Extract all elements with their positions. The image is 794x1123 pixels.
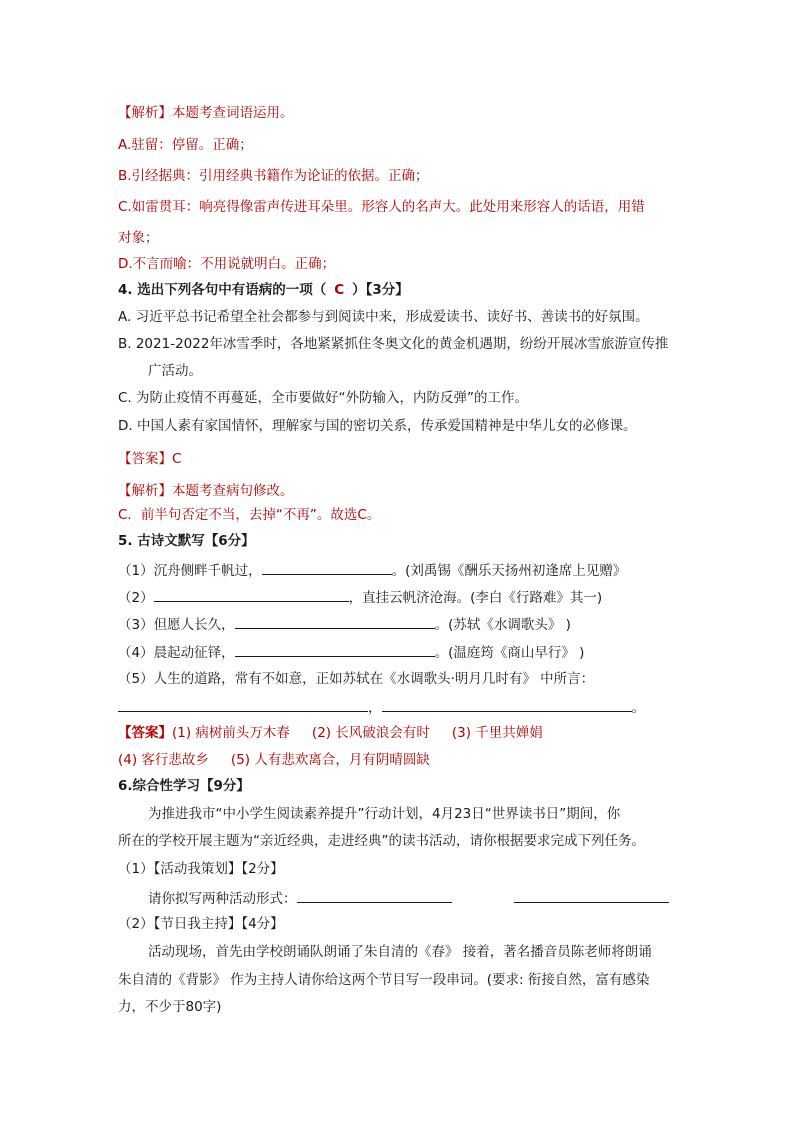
q3-analysis-c-line2: 对象； bbox=[118, 230, 159, 246]
q5-blank-5a[interactable] bbox=[118, 697, 368, 712]
q6-task2-title: （2）【节日我主持】【4分】 bbox=[118, 916, 284, 932]
q6-blank-form-2[interactable] bbox=[514, 888, 669, 903]
q5-title: 5. 古诗文默写【6分】 bbox=[118, 533, 255, 549]
q5-line4-post: 。(温庭筠《商山早行》 ) bbox=[434, 645, 585, 661]
q6-para2-line3: 力，不少于80字) bbox=[118, 999, 222, 1015]
q5-answer-1: (1) 病树前头万木春 bbox=[172, 725, 290, 741]
q5-line3 bbox=[118, 614, 571, 634]
q5-line1-pre: （1）沉舟侧畔千帆过， bbox=[118, 563, 262, 579]
q6-para1-line2: 所在的学校开展主题为“亲近经典，走进经典”的读书活动，请你根据要求完成下列任务。 bbox=[118, 833, 645, 849]
q4-stem-pre: 4. 选出下列各句中有语病的一项（ bbox=[118, 282, 327, 298]
q5-line4 bbox=[118, 642, 584, 662]
q3-analysis-a: A.驻留：停留。正确； bbox=[118, 137, 253, 153]
q4-option-c: C. 为防止疫情不再蔓延，全市要做好“外防输入，内防反弹”的工作。 bbox=[118, 390, 528, 406]
q6-task1-title: （1）【活动我策划】【2分】 bbox=[118, 861, 284, 877]
q5-answer-3: (3) 千里共婵娟 bbox=[451, 725, 543, 741]
q5-blank-4[interactable] bbox=[235, 642, 435, 657]
q4-answer: 【答案】C bbox=[118, 451, 182, 467]
q3-analysis-d: D.不言而喻：不用说就明白。正确； bbox=[118, 256, 336, 272]
q6-title: 6.综合性学习【9分】 bbox=[118, 778, 250, 794]
q5-line4-pre: （4）晨起动征铎， bbox=[118, 645, 235, 661]
q4-option-b-line2: 广活动。 bbox=[148, 363, 202, 379]
q5-answer-4: (4) 客行悲故乡 bbox=[118, 752, 209, 768]
q5-line3-pre: （3）但愿人长久， bbox=[118, 617, 235, 633]
q5-line2-post: ，直挂云帆济沧海。(李白《行路难》其一) bbox=[348, 590, 603, 606]
q5-line6-mid: ， bbox=[368, 700, 382, 716]
q4-option-b-line1: B. 2021-2022年冰雪季时，各地紧紧抓住冬奥文化的黄金机遇期，纷纷开展冰雪旅游宣传推 bbox=[118, 336, 669, 352]
q6-para1-line1: 为推进我市“中小学生阅读素养提升”行动计划，4月23日“世界读书日”期间，你 bbox=[148, 806, 621, 822]
q5-blank-3[interactable] bbox=[235, 614, 435, 629]
q5-answer-line2 bbox=[118, 751, 430, 769]
q6-para2-line2: 朱自清的《背影》 作为主持人请你给这两个节目写一段串词。(要求: 衔接自然，富有感染 bbox=[118, 972, 650, 988]
q5-line2 bbox=[118, 587, 602, 607]
q6-task1-prompt: 请你拟写两种活动形式： bbox=[148, 891, 297, 907]
q3-analysis-intro: 【解析】本题考查词语运用。 bbox=[118, 105, 294, 121]
q5-line5: （5）人生的道路，常有不如意，正如苏轼在《水调歌头·明月几时有》 中所言： bbox=[118, 671, 595, 687]
q3-analysis-c-line1: C.如雷贯耳：响亮得像雷声传进耳朵里。形容人的名声大。此处用来形容人的话语，用错 bbox=[118, 199, 645, 215]
q5-blank-5b[interactable] bbox=[382, 697, 632, 712]
q6-blank-form-1[interactable] bbox=[297, 888, 452, 903]
q5-line3-post: 。(苏轼《水调歌头》 ) bbox=[434, 617, 571, 633]
q4-option-d: D. 中国人素有家国情怀，理解家与国的密切关系，传承爱国精神是中华儿女的必修课。 bbox=[118, 418, 637, 434]
q6-para2-line1: 活动现场，首先由学校朗诵队朗诵了朱自清的《春》 接着，著名播音员陈老师将朗诵 bbox=[148, 944, 652, 960]
q5-answer-line1 bbox=[118, 724, 543, 742]
q5-blank-1[interactable] bbox=[262, 560, 392, 575]
q5-line6-end: 。 bbox=[631, 700, 645, 716]
q5-answer-2: (2) 长风破浪会有时 bbox=[311, 725, 430, 741]
q5-line6 bbox=[118, 697, 645, 717]
q4-analysis-c: C．前半句否定不当，去掉“不再”。故选C。 bbox=[118, 507, 381, 523]
q4-analysis-intro: 【解析】本题考查病句修改。 bbox=[118, 483, 294, 499]
q4-option-a: A. 习近平总书记希望全社会都参与到阅读中来，形成爱读书、读好书、善读书的好氛围。 bbox=[118, 309, 649, 325]
q6-task1-prompt-line bbox=[148, 888, 669, 908]
q5-line1-post: 。(刘禹锡《酬乐天扬州初逢席上见赠》 bbox=[391, 563, 627, 579]
q5-line1 bbox=[118, 560, 626, 580]
q4-stem bbox=[118, 281, 409, 299]
q5-blank-2[interactable] bbox=[154, 587, 349, 602]
q3-analysis-b: B.引经据典：引用经典书籍作为论证的依据。正确； bbox=[118, 168, 429, 184]
q4-stem-answer: C bbox=[334, 282, 345, 298]
q5-line2-pre: （2） bbox=[118, 590, 154, 606]
q4-stem-post: ）【3分】 bbox=[352, 282, 409, 298]
q5-answer-label: 【答案】 bbox=[118, 725, 172, 741]
q5-answer-5: (5) 人有悲欢离合，月有阴晴圆缺 bbox=[230, 752, 430, 768]
